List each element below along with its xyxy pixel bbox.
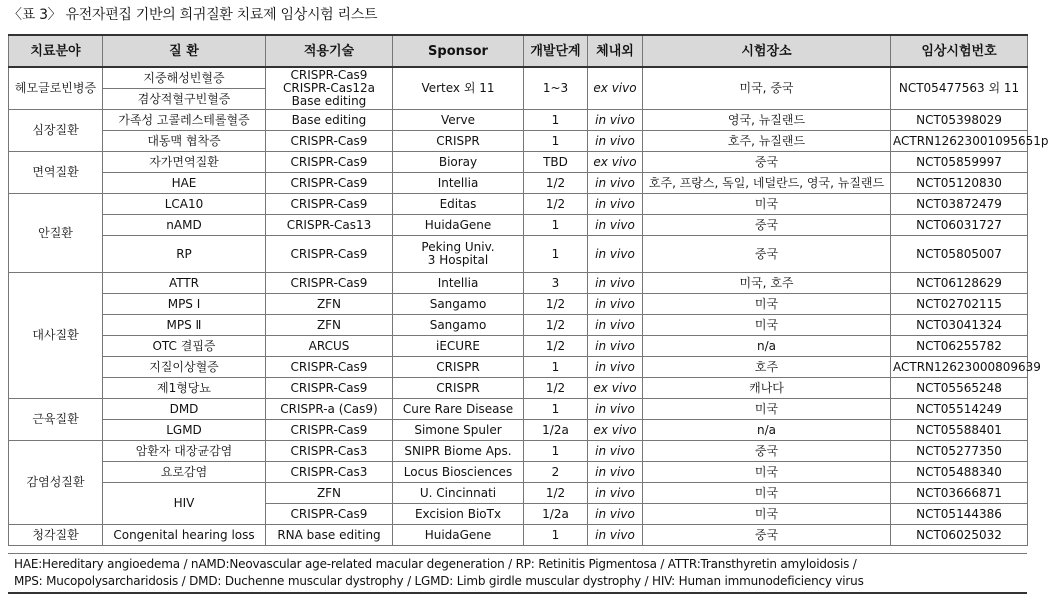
in-ex-vivo-cell: in vivo [588, 441, 643, 462]
phase-cell: 1 [524, 525, 588, 546]
in-ex-vivo-cell: in vivo [588, 336, 643, 357]
trial-number-cell: NCT06025032 [891, 525, 1028, 546]
clinical-trials-table [8, 34, 1049, 546]
technology-cell: CRISPR-Cas9 [266, 420, 393, 441]
in-ex-vivo-cell: in vivo [588, 462, 643, 483]
table-row [9, 131, 1028, 152]
technology-cell: ARCUS [266, 336, 393, 357]
in-ex-vivo-cell: in vivo [588, 273, 643, 294]
in-ex-vivo-cell: in vivo [588, 294, 643, 315]
in-ex-vivo-cell: in vivo [588, 399, 643, 420]
disease-cell: 지중해성빈혈증 [103, 67, 266, 89]
trial-site-cell: 미국 [643, 294, 891, 315]
disease-cell: OTC 결핍증 [103, 336, 266, 357]
trial-number-cell: NCT05398029 [891, 110, 1028, 131]
table-row [9, 525, 1028, 546]
technology-cell: RNA base editing [266, 525, 393, 546]
header-in-ex-vivo: 체내외 [588, 35, 643, 67]
phase-cell: 2 [524, 462, 588, 483]
disease-cell: LGMD [103, 420, 266, 441]
in-ex-vivo-cell: ex vivo [588, 67, 643, 110]
area-cell: 심장질환 [9, 110, 103, 152]
table-row [9, 173, 1028, 194]
phase-cell: 1/2 [524, 378, 588, 399]
trial-number-cell: NCT03872479 [891, 194, 1028, 215]
in-ex-vivo-cell: ex vivo [588, 152, 643, 173]
trial-site-cell: 미국 [643, 315, 891, 336]
technology-cell: CRISPR-Cas9 [266, 194, 393, 215]
disease-cell: 암환자 대장균감염 [103, 441, 266, 462]
table-row [9, 67, 1028, 89]
sponsor-cell: Sangamo [393, 315, 524, 336]
trial-number-cell: ACTRN12623000809639 [891, 357, 1028, 378]
sponsor-cell: CRISPR [393, 378, 524, 399]
trial-site-cell: 영국, 뉴질랜드 [643, 110, 891, 131]
disease-cell: 요로감염 [103, 462, 266, 483]
trial-site-cell: 중국 [643, 152, 891, 173]
technology-cell: CRISPR-Cas9 [266, 173, 393, 194]
trial-site-cell: 중국 [643, 236, 891, 273]
table-row [9, 336, 1028, 357]
table-row [9, 215, 1028, 236]
disease-cell: 지질이상혈증 [103, 357, 266, 378]
trial-site-cell: 미국 [643, 399, 891, 420]
trial-site-cell: 미국 [643, 483, 891, 504]
in-ex-vivo-cell: in vivo [588, 215, 643, 236]
disease-cell: ATTR [103, 273, 266, 294]
sponsor-cell: Vertex 외 11 [393, 67, 524, 110]
phase-cell: 1/2 [524, 483, 588, 504]
header-trial-site: 시험장소 [643, 35, 891, 67]
sponsor-cell: Simone Spuler [393, 420, 524, 441]
trial-number-cell: NCT05805007 [891, 236, 1028, 273]
technology-cell: CRISPR-Cas9 [266, 273, 393, 294]
sponsor-cell: HuidaGene [393, 215, 524, 236]
disease-cell: nAMD [103, 215, 266, 236]
phase-cell: 1 [524, 131, 588, 152]
trial-site-cell: 미국 [643, 462, 891, 483]
technology-cell: CRISPR-Cas9 [266, 236, 393, 273]
phase-cell: 1 [524, 399, 588, 420]
sponsor-cell: Locus Biosciences [393, 462, 524, 483]
trial-number-cell: NCT05514249 [891, 399, 1028, 420]
disease-cell: MPS Ⅰ [103, 294, 266, 315]
header-trial-number: 임상시험번호 [891, 35, 1028, 67]
sponsor-cell: Editas [393, 194, 524, 215]
trial-number-cell: NCT05565248 [891, 378, 1028, 399]
phase-cell: 1/2 [524, 336, 588, 357]
phase-cell: 1~3 [524, 67, 588, 110]
phase-cell: 1 [524, 357, 588, 378]
trial-site-cell: 호주, 뉴질랜드 [643, 131, 891, 152]
in-ex-vivo-cell: in vivo [588, 525, 643, 546]
area-cell: 감염성질환 [9, 441, 103, 525]
in-ex-vivo-cell: in vivo [588, 236, 643, 273]
trial-site-cell: 중국 [643, 441, 891, 462]
sponsor-cell: Excision BioTx [393, 504, 524, 525]
technology-cell: CRISPR-Cas9 CRISPR-Cas12a Base editing [266, 67, 393, 110]
in-ex-vivo-cell: in vivo [588, 110, 643, 131]
table-row [9, 462, 1028, 483]
phase-cell: 1/2a [524, 504, 588, 525]
area-cell: 안질환 [9, 194, 103, 273]
trial-site-cell: 미국, 호주 [643, 273, 891, 294]
phase-cell: TBD [524, 152, 588, 173]
sponsor-cell: U. Cincinnati [393, 483, 524, 504]
trial-number-cell: NCT05277350 [891, 441, 1028, 462]
phase-cell: 1/2 [524, 194, 588, 215]
trial-site-cell: n/a [643, 336, 891, 357]
sponsor-cell: CRISPR [393, 131, 524, 152]
trial-number-cell: NCT05144386 [891, 504, 1028, 525]
trial-number-cell: ACTRN12623001095651p [891, 131, 1028, 152]
technology-cell: CRISPR-Cas9 [266, 378, 393, 399]
trial-number-cell: NCT02702115 [891, 294, 1028, 315]
trial-number-cell: NCT03666871 [891, 483, 1028, 504]
technology-cell: ZFN [266, 294, 393, 315]
trial-site-cell: 캐나다 [643, 378, 891, 399]
disease-cell: RP [103, 236, 266, 273]
footnotes [8, 553, 1027, 594]
trial-site-cell: 미국, 중국 [643, 67, 891, 110]
footnote-line: MPS: Mucopolysarcharidosis / DMD: Duchenne muscular dystrophy / LGMD: Limb girdle muscular dystrophy / HIV: Human immunodeficiency virus [14, 574, 864, 588]
phase-cell: 1 [524, 110, 588, 131]
table-row [9, 152, 1028, 173]
disease-cell: 자가면역질환 [103, 152, 266, 173]
trial-site-cell: 호주, 프랑스, 독일, 네덜란드, 영국, 뉴질랜드 [643, 173, 891, 194]
phase-cell: 1/2a [524, 420, 588, 441]
technology-cell: CRISPR-Cas9 [266, 357, 393, 378]
trial-site-cell: 미국 [643, 194, 891, 215]
disease-cell: HAE [103, 173, 266, 194]
technology-cell: CRISPR-Cas9 [266, 131, 393, 152]
header-phase: 개발단계 [524, 35, 588, 67]
in-ex-vivo-cell: in vivo [588, 504, 643, 525]
header-row [9, 35, 1028, 67]
table-row [9, 357, 1028, 378]
trial-number-cell: NCT03041324 [891, 315, 1028, 336]
sponsor-cell: SNIPR Biome Aps. [393, 441, 524, 462]
area-cell: 청각질환 [9, 525, 103, 546]
technology-cell: CRISPR-Cas3 [266, 462, 393, 483]
trial-site-cell: 중국 [643, 525, 891, 546]
trial-site-cell: 중국 [643, 215, 891, 236]
sponsor-cell: Intellia [393, 173, 524, 194]
trial-site-cell: 호주 [643, 357, 891, 378]
phase-cell: 1 [524, 236, 588, 273]
technology-cell: CRISPR-Cas3 [266, 441, 393, 462]
in-ex-vivo-cell: in vivo [588, 194, 643, 215]
disease-cell: 대동맥 협착증 [103, 131, 266, 152]
table-row [9, 236, 1028, 273]
disease-cell: MPS Ⅱ [103, 315, 266, 336]
trial-number-cell: NCT05120830 [891, 173, 1028, 194]
trial-number-cell: NCT05588401 [891, 420, 1028, 441]
sponsor-cell: CRISPR [393, 357, 524, 378]
table-row [9, 420, 1028, 441]
phase-cell: 1/2 [524, 315, 588, 336]
table-caption: 〈표 3〉 유전자편집 기반의 희귀질환 치료제 임상시험 리스트 [8, 7, 378, 23]
sponsor-cell: Bioray [393, 152, 524, 173]
trial-number-cell: NCT06128629 [891, 273, 1028, 294]
table-row [9, 294, 1028, 315]
technology-cell: CRISPR-a (Cas9) [266, 399, 393, 420]
table-row [9, 315, 1028, 336]
phase-cell: 1 [524, 441, 588, 462]
header-sponsor: Sponsor [393, 35, 524, 67]
technology-cell: Base editing [266, 110, 393, 131]
trial-number-cell: NCT06255782 [891, 336, 1028, 357]
phase-cell: 3 [524, 273, 588, 294]
trial-site-cell: 미국 [643, 504, 891, 525]
disease-cell: HIV [103, 483, 266, 525]
table-row [9, 399, 1028, 420]
table-row [9, 441, 1028, 462]
in-ex-vivo-cell: in vivo [588, 483, 643, 504]
trial-number-cell: NCT05859997 [891, 152, 1028, 173]
phase-cell: 1/2 [524, 173, 588, 194]
sponsor-cell: HuidaGene [393, 525, 524, 546]
header-area: 치료분야 [9, 35, 103, 67]
technology-cell: CRISPR-Cas13 [266, 215, 393, 236]
area-cell: 면역질환 [9, 152, 103, 194]
disease-cell: 제1형당뇨 [103, 378, 266, 399]
sponsor-cell: Peking Univ. 3 Hospital [393, 236, 524, 273]
table-row [9, 483, 1028, 504]
technology-cell: ZFN [266, 315, 393, 336]
trial-number-cell: NCT05477563 외 11 [891, 67, 1028, 110]
footnote-line: HAE:Hereditary angioedema / nAMD:Neovascular age-related macular degeneration / RP: Retinitis Pigmentosa / ATTR:Transthyretin amyloidosis / [14, 557, 857, 571]
in-ex-vivo-cell: in vivo [588, 173, 643, 194]
in-ex-vivo-cell: in vivo [588, 315, 643, 336]
disease-cell: Congenital hearing loss [103, 525, 266, 546]
trial-number-cell: NCT06031727 [891, 215, 1028, 236]
disease-cell: 가족성 고콜레스테롤혈증 [103, 110, 266, 131]
phase-cell: 1/2 [524, 294, 588, 315]
header-technology: 적용기술 [266, 35, 393, 67]
sponsor-cell: Sangamo [393, 294, 524, 315]
header-disease: 질 환 [103, 35, 266, 67]
technology-cell: CRISPR-Cas9 [266, 152, 393, 173]
table-row [9, 194, 1028, 215]
in-ex-vivo-cell: ex vivo [588, 378, 643, 399]
area-cell: 헤모글로빈병증 [9, 67, 103, 110]
sponsor-cell: iECURE [393, 336, 524, 357]
disease-cell: LCA10 [103, 194, 266, 215]
sponsor-cell: Cure Rare Disease [393, 399, 524, 420]
technology-cell: CRISPR-Cas9 [266, 504, 393, 525]
table-row [9, 273, 1028, 294]
trial-number-cell: NCT05488340 [891, 462, 1028, 483]
in-ex-vivo-cell: ex vivo [588, 420, 643, 441]
disease-cell: 겸상적혈구빈혈증 [103, 89, 266, 110]
table-row [9, 378, 1028, 399]
technology-cell: ZFN [266, 483, 393, 504]
in-ex-vivo-cell: in vivo [588, 357, 643, 378]
table-row [9, 110, 1028, 131]
sponsor-cell: Intellia [393, 273, 524, 294]
sponsor-cell: Verve [393, 110, 524, 131]
in-ex-vivo-cell: in vivo [588, 131, 643, 152]
disease-cell: DMD [103, 399, 266, 420]
table-body [9, 67, 1049, 546]
area-cell: 대사질환 [9, 273, 103, 399]
trial-site-cell: n/a [643, 420, 891, 441]
area-cell: 근육질환 [9, 399, 103, 441]
phase-cell: 1 [524, 215, 588, 236]
